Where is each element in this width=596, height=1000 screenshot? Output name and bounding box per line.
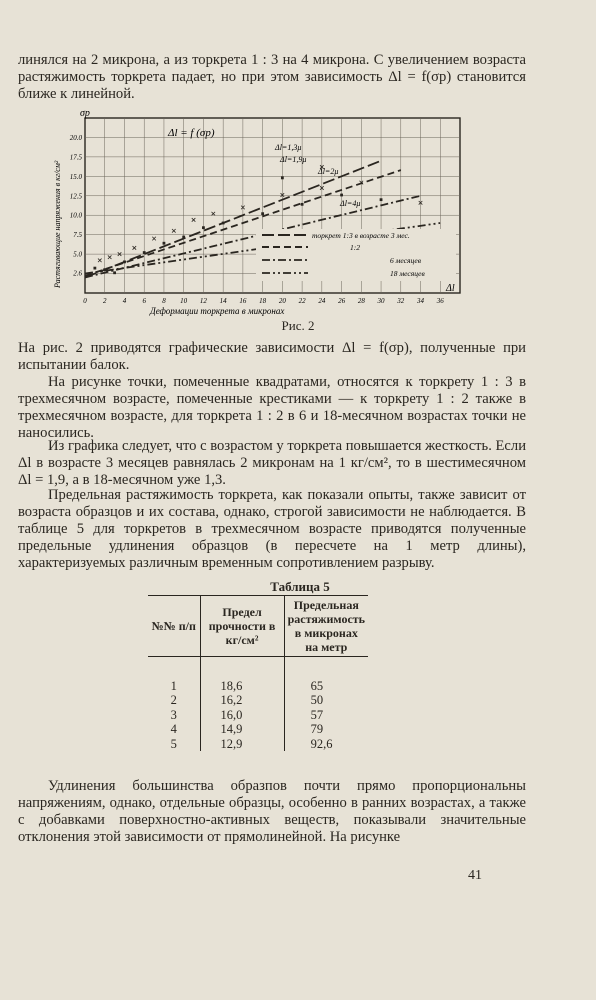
x-tick-label: 4 [122, 297, 127, 305]
y-ticks [70, 134, 83, 277]
cell-number: 5 [170, 736, 177, 751]
legend [256, 229, 456, 281]
paragraph-4: Из графика следует, что с возрастом у торкрета повышается жесткость. Если Δl в возрасте 3 месяцев равнялась 2 микронам на 1 кг/см², то в шестимесячном Δl = 1,9, а в 18-месячном уже 1,3. [18, 438, 526, 488]
x-tick-label: 6 [142, 297, 146, 305]
cell-strength: 12,9 [200, 737, 284, 751]
table-header-row [148, 596, 368, 657]
x-tick-label: 18 [259, 297, 267, 305]
cell-number: 4 [170, 722, 177, 737]
legend-label-4: 18 месяцев [390, 269, 425, 278]
data-point-square [380, 198, 383, 201]
table-row [148, 722, 368, 736]
line-label-4: Δl=4μ [340, 199, 361, 208]
page-number: 41 [468, 868, 482, 883]
x-tick-label: 26 [338, 297, 346, 305]
data-point-square [103, 268, 106, 271]
y-tick-label: 17.5 [69, 153, 82, 162]
paragraph-1: линялся на 2 микрона, а из торкрета 1 : 3 на 4 микрона. С увеличением возраста растяжимость торкрета падает, но при этом зависимость Δl = f(σp) становится ближе к линейной. [18, 52, 526, 102]
data-point-square [182, 236, 185, 239]
header-extensibility: Предельная растяжимость в микронах на метр [284, 596, 368, 657]
cell-number: 1 [170, 679, 177, 693]
cell-strength: 14,9 [200, 722, 284, 736]
y-tick-label: 5.0 [73, 250, 82, 259]
x-tick-label: 8 [162, 297, 166, 305]
data-point-cross [108, 255, 112, 259]
line-label-2: Δl=1,9μ [280, 155, 307, 164]
x-axis-symbol: Δl [446, 283, 455, 294]
x-tick-label: 14 [219, 297, 227, 305]
data-point-square [113, 271, 116, 274]
data-point-square [163, 242, 166, 245]
data-point-square [222, 222, 225, 225]
x-tick-label: 28 [357, 297, 365, 305]
y-tick-label: 7.5 [73, 231, 82, 240]
data-point-cross [133, 246, 137, 250]
data-point-square [202, 226, 205, 229]
chart [50, 108, 470, 323]
y-tick-label: 12.5 [69, 192, 82, 201]
figure-caption: Рис. 2 [281, 318, 315, 333]
table-row [148, 693, 368, 707]
table-row [148, 708, 368, 722]
legend-label-1: торкрет 1:3 в возрасте 3 мес. [312, 231, 410, 240]
paragraph-2: На рис. 2 приводятся графические зависимости Δl = f(σp), полученные при испытании балок. [18, 340, 526, 373]
cell-number: 3 [170, 707, 177, 722]
x-tick-label: 32 [397, 297, 405, 305]
paragraph-3: На рисунке точки, помеченные квадратами, относятся к торкрету 1 : 3 в трехмесячном возрасте, помеченные крестиками — к торкрету 1 : 2 также в трехмесячном возрасте, для торкрета 1 : 2 в 6 и 18-месячном возрастах точки не наносились. [18, 374, 526, 441]
data-point-cross [211, 212, 215, 216]
y-tick-label: 20.0 [69, 133, 82, 142]
y-tick-label: 2.6 [73, 269, 82, 278]
data-point-cross [192, 218, 196, 222]
x-tick-label: 34 [417, 297, 425, 305]
cell-strength: 16,0 [200, 708, 284, 722]
data-point-square [143, 251, 146, 254]
data-point-square [301, 203, 304, 206]
header-number: №№ п/п [148, 596, 200, 657]
x-tick-label: 0 [83, 297, 87, 305]
cell-extensibility: 79 [284, 722, 368, 736]
x-tick-label: 22 [298, 297, 306, 305]
data-point-cross [98, 259, 102, 263]
x-tick-label: 20 [278, 297, 286, 305]
table-row [148, 737, 368, 751]
data-point-square [281, 176, 284, 179]
data-point-square [340, 194, 343, 197]
cell-extensibility: 57 [284, 708, 368, 722]
legend-label-3: 6 месяцев [390, 256, 421, 265]
header-strength: Предел прочности в кг/см² [200, 596, 284, 657]
cell-extensibility: 92,6 [284, 737, 368, 751]
x-tick-label: 30 [377, 297, 385, 305]
y-tick-label: 15.0 [69, 172, 82, 181]
figure-2 [50, 108, 470, 323]
legend-label-2: 1:2 [350, 243, 360, 252]
cell-number: 2 [170, 693, 177, 708]
data-point-square [261, 212, 264, 215]
data-point-square [123, 260, 126, 263]
x-tick-label: 12 [199, 297, 207, 305]
line-label-1: Δl=1,3μ [275, 143, 302, 152]
x-tick-label: 16 [239, 297, 247, 305]
table-row [148, 657, 368, 694]
data-point-cross [152, 237, 156, 241]
cell-strength: 16,2 [200, 693, 284, 707]
x-ticks [83, 297, 444, 305]
cell-strength: 18,6 [200, 657, 284, 694]
paragraph-6: Удлинения большинства образпов почти прямо пропорциональны напряжениям, однако, отдельные образцы, особенно в ранних возрастах, а также с добавками поверхностно-активных веществ, показывали значительные отклонения этой зависимости от прямолинейной. На рисунке [18, 778, 526, 845]
y-axis-symbol: σp [80, 108, 90, 119]
x-tick-label: 2 [102, 297, 107, 305]
cell-extensibility: 65 [284, 657, 368, 694]
x-axis-title: Деформации торкрета в микронах [150, 306, 285, 316]
x-tick-label: 10 [180, 297, 188, 305]
line-label-3: Δl=2μ [318, 167, 339, 176]
table-title: Таблица 5 [270, 579, 330, 594]
formula-label: Δl = f (σp) [168, 127, 215, 139]
paragraph-5: Предельная растяжимость торкрета, как показали опыты, также зависит от возраста образцов и их состава, однако, строгой зависимости не наблюдается. В таблице 5 для торкретов в трехмесячном возрасте приводятся полученные предельные удлинения образцов (в пересчете на 1 метр длины), характеризуемых различным временным сопротивлением разрыву. [18, 487, 526, 571]
data-point-square [93, 267, 96, 270]
y-tick-label: 10.0 [69, 211, 82, 220]
table-5 [148, 595, 368, 751]
y-axis-title: Растягивающие напряжения в кг/см² [53, 160, 62, 288]
x-tick-label: 36 [436, 297, 444, 305]
data-point-cross [172, 229, 176, 233]
x-tick-label: 24 [318, 297, 326, 305]
cell-extensibility: 50 [284, 693, 368, 707]
